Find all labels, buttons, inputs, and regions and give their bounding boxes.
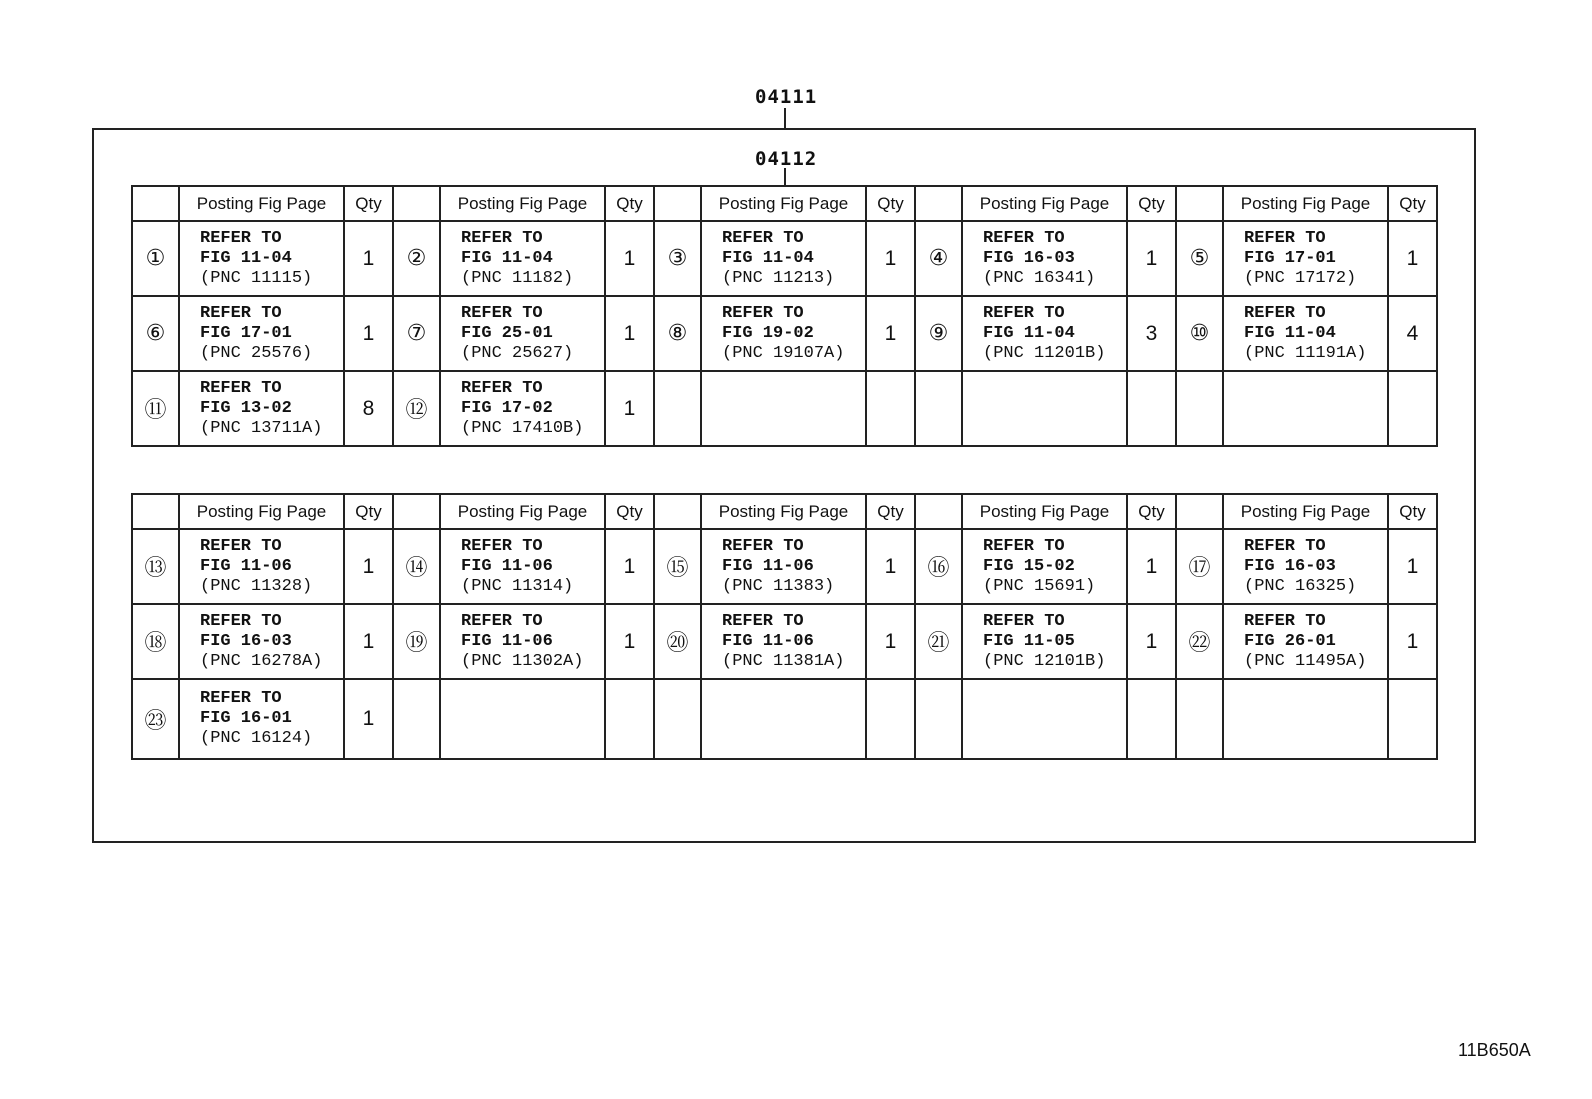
pnc-text: (PNC 19107A)	[722, 343, 845, 363]
posting-reference	[1223, 221, 1388, 296]
parts-table-1	[131, 185, 1438, 447]
posting-reference	[1223, 371, 1388, 446]
quantity-cell: 1	[866, 221, 915, 296]
figure-code: 11B650A	[1458, 1040, 1531, 1060]
refer-to-text: REFER TO	[1244, 303, 1326, 323]
posting-reference	[179, 296, 344, 371]
header-blank	[654, 186, 701, 221]
refer-to-text: REFER TO	[1244, 536, 1326, 556]
callout-number: ㉒	[1176, 604, 1223, 679]
fig-ref-text: FIG 17-01	[1244, 248, 1336, 268]
header-blank	[915, 494, 962, 529]
quantity-cell: 1	[1127, 529, 1176, 604]
pnc-text: (PNC 25576)	[200, 343, 313, 363]
header-posting: Posting Fig Page	[1223, 186, 1388, 221]
header-blank	[393, 494, 440, 529]
refer-to-text: REFER TO	[1244, 228, 1326, 248]
header-posting: Posting Fig Page	[962, 186, 1127, 221]
quantity-cell: 1	[344, 296, 393, 371]
header-qty: Qty	[1388, 494, 1437, 529]
quantity-cell: 3	[1127, 296, 1176, 371]
quantity-cell: 1	[344, 679, 393, 759]
refer-to-text: REFER TO	[461, 536, 543, 556]
pnc-text: (PNC 17410B)	[461, 418, 584, 438]
quantity-cell: 1	[605, 529, 654, 604]
header-posting: Posting Fig Page	[701, 186, 866, 221]
fig-ref-text: FIG 16-03	[983, 248, 1075, 268]
header-qty: Qty	[1388, 186, 1437, 221]
quantity-cell	[866, 371, 915, 446]
header-blank	[393, 186, 440, 221]
quantity-cell: 1	[1388, 221, 1437, 296]
quantity-cell	[1388, 371, 1437, 446]
table-row	[132, 604, 1437, 679]
refer-to-text: REFER TO	[983, 228, 1065, 248]
header-posting: Posting Fig Page	[179, 494, 344, 529]
callout-number: ⑲	[393, 604, 440, 679]
posting-reference	[440, 296, 605, 371]
callout-number: ㉓	[132, 679, 179, 759]
callout-number: ⑱	[132, 604, 179, 679]
table-row	[132, 221, 1437, 296]
callout-number	[915, 679, 962, 759]
callout-number	[654, 371, 701, 446]
header-blank	[1176, 186, 1223, 221]
fig-ref-text: FIG 17-02	[461, 398, 553, 418]
refer-to-text: REFER TO	[722, 611, 804, 631]
posting-reference	[701, 296, 866, 371]
refer-to-text: REFER TO	[461, 303, 543, 323]
fig-ref-text: FIG 16-01	[200, 709, 292, 728]
fig-ref-text: FIG 26-01	[1244, 631, 1336, 651]
fig-ref-text: FIG 11-05	[983, 631, 1075, 651]
header-blank	[654, 494, 701, 529]
quantity-cell: 8	[344, 371, 393, 446]
subassembly-leader-line	[784, 168, 786, 185]
posting-reference	[962, 679, 1127, 759]
quantity-cell	[1127, 371, 1176, 446]
callout-number: ⑮	[654, 529, 701, 604]
callout-number: ⑥	[132, 296, 179, 371]
table-row	[132, 679, 1437, 759]
pnc-text: (PNC 11302A)	[461, 651, 584, 671]
pnc-text: (PNC 11213)	[722, 268, 835, 288]
header-posting: Posting Fig Page	[1223, 494, 1388, 529]
fig-ref-text: FIG 19-02	[722, 323, 814, 343]
quantity-cell: 1	[1388, 529, 1437, 604]
posting-reference	[440, 679, 605, 759]
callout-number: ⑨	[915, 296, 962, 371]
pnc-text: (PNC 16124)	[200, 729, 313, 748]
callout-number: ④	[915, 221, 962, 296]
callout-number	[1176, 371, 1223, 446]
callout-number: ⑭	[393, 529, 440, 604]
quantity-cell	[605, 679, 654, 759]
refer-to-text: REFER TO	[200, 689, 282, 708]
pnc-text: (PNC 11201B)	[983, 343, 1106, 363]
assembly-leader-line	[784, 108, 786, 128]
header-posting: Posting Fig Page	[701, 494, 866, 529]
header-qty: Qty	[866, 494, 915, 529]
fig-ref-text: FIG 11-06	[722, 631, 814, 651]
callout-number: ⑰	[1176, 529, 1223, 604]
pnc-text: (PNC 17172)	[1244, 268, 1357, 288]
quantity-cell: 4	[1388, 296, 1437, 371]
header-qty: Qty	[1127, 494, 1176, 529]
refer-to-text: REFER TO	[461, 378, 543, 398]
header-qty: Qty	[344, 186, 393, 221]
pnc-text: (PNC 13711A)	[200, 418, 323, 438]
refer-to-text: REFER TO	[722, 303, 804, 323]
posting-reference	[179, 529, 344, 604]
callout-number: ⑯	[915, 529, 962, 604]
posting-reference	[962, 371, 1127, 446]
fig-ref-text: FIG 11-06	[200, 556, 292, 576]
fig-ref-text: FIG 11-06	[722, 556, 814, 576]
refer-to-text: REFER TO	[200, 378, 282, 398]
header-blank	[915, 186, 962, 221]
quantity-cell: 1	[1127, 221, 1176, 296]
header-blank	[132, 494, 179, 529]
pnc-text: (PNC 11115)	[200, 268, 313, 288]
callout-number: ⑬	[132, 529, 179, 604]
pnc-text: (PNC 11314)	[461, 576, 574, 596]
quantity-cell: 1	[866, 529, 915, 604]
header-posting: Posting Fig Page	[440, 494, 605, 529]
quantity-cell: 1	[605, 604, 654, 679]
callout-number: ⑧	[654, 296, 701, 371]
callout-number: ⑦	[393, 296, 440, 371]
callout-number: ①	[132, 221, 179, 296]
refer-to-text: REFER TO	[200, 303, 282, 323]
callout-number: ②	[393, 221, 440, 296]
pnc-text: (PNC 16325)	[1244, 576, 1357, 596]
refer-to-text: REFER TO	[200, 228, 282, 248]
fig-ref-text: FIG 11-04	[722, 248, 814, 268]
pnc-text: (PNC 11383)	[722, 576, 835, 596]
posting-reference	[962, 296, 1127, 371]
refer-to-text: REFER TO	[983, 303, 1065, 323]
quantity-cell: 1	[344, 221, 393, 296]
refer-to-text: REFER TO	[200, 536, 282, 556]
quantity-cell: 1	[605, 371, 654, 446]
fig-ref-text: FIG 15-02	[983, 556, 1075, 576]
posting-reference	[701, 371, 866, 446]
fig-ref-text: FIG 16-03	[1244, 556, 1336, 576]
posting-reference	[440, 371, 605, 446]
quantity-cell: 1	[344, 604, 393, 679]
fig-ref-text: FIG 11-04	[200, 248, 292, 268]
quantity-cell: 1	[1127, 604, 1176, 679]
pnc-text: (PNC 11381A)	[722, 651, 845, 671]
pnc-text: (PNC 16278A)	[200, 651, 323, 671]
posting-reference	[179, 604, 344, 679]
header-qty: Qty	[1127, 186, 1176, 221]
parts-table-2	[131, 493, 1438, 760]
pnc-text: (PNC 25627)	[461, 343, 574, 363]
header-posting: Posting Fig Page	[179, 186, 344, 221]
posting-reference	[440, 529, 605, 604]
refer-to-text: REFER TO	[461, 228, 543, 248]
callout-number	[915, 371, 962, 446]
posting-reference	[701, 221, 866, 296]
refer-to-text: REFER TO	[983, 536, 1065, 556]
pnc-text: (PNC 11191A)	[1244, 343, 1367, 363]
fig-ref-text: FIG 16-03	[200, 631, 292, 651]
header-blank	[132, 186, 179, 221]
quantity-cell	[1127, 679, 1176, 759]
quantity-cell: 1	[344, 529, 393, 604]
table-header-row	[132, 186, 1437, 221]
refer-to-text: REFER TO	[722, 228, 804, 248]
pnc-text: (PNC 11328)	[200, 576, 313, 596]
quantity-cell	[1388, 679, 1437, 759]
refer-to-text: REFER TO	[1244, 611, 1326, 631]
header-qty: Qty	[605, 186, 654, 221]
posting-reference	[1223, 679, 1388, 759]
posting-reference	[701, 679, 866, 759]
table-row	[132, 296, 1437, 371]
posting-reference	[440, 221, 605, 296]
quantity-cell: 1	[1388, 604, 1437, 679]
table-row	[132, 371, 1437, 446]
fig-ref-text: FIG 11-04	[461, 248, 553, 268]
posting-reference	[440, 604, 605, 679]
quantity-cell	[866, 679, 915, 759]
posting-reference	[1223, 604, 1388, 679]
pnc-text: (PNC 11182)	[461, 268, 574, 288]
pnc-text: (PNC 15691)	[983, 576, 1096, 596]
callout-number: ⑫	[393, 371, 440, 446]
fig-ref-text: FIG 11-06	[461, 631, 553, 651]
table-row	[132, 529, 1437, 604]
assembly-code: 04111	[755, 86, 818, 108]
pnc-text: (PNC 16341)	[983, 268, 1096, 288]
subassembly-code: 04112	[755, 148, 818, 170]
callout-number	[1176, 679, 1223, 759]
callout-number: ③	[654, 221, 701, 296]
quantity-cell: 1	[866, 604, 915, 679]
callout-number: ㉑	[915, 604, 962, 679]
posting-reference	[1223, 296, 1388, 371]
posting-reference	[179, 371, 344, 446]
refer-to-text: REFER TO	[461, 611, 543, 631]
table-header-row	[132, 494, 1437, 529]
callout-number: ⑳	[654, 604, 701, 679]
header-posting: Posting Fig Page	[962, 494, 1127, 529]
callout-number	[654, 679, 701, 759]
posting-reference	[962, 529, 1127, 604]
pnc-text: (PNC 11495A)	[1244, 651, 1367, 671]
refer-to-text: REFER TO	[722, 536, 804, 556]
posting-reference	[179, 679, 344, 759]
quantity-cell: 1	[605, 221, 654, 296]
refer-to-text: REFER TO	[200, 611, 282, 631]
fig-ref-text: FIG 25-01	[461, 323, 553, 343]
posting-reference	[1223, 529, 1388, 604]
fig-ref-text: FIG 11-04	[1244, 323, 1336, 343]
posting-reference	[701, 604, 866, 679]
posting-reference	[701, 529, 866, 604]
header-posting: Posting Fig Page	[440, 186, 605, 221]
fig-ref-text: FIG 11-04	[983, 323, 1075, 343]
posting-reference	[179, 221, 344, 296]
fig-ref-text: FIG 13-02	[200, 398, 292, 418]
fig-ref-text: FIG 11-06	[461, 556, 553, 576]
callout-number: ⑪	[132, 371, 179, 446]
callout-number	[393, 679, 440, 759]
fig-ref-text: FIG 17-01	[200, 323, 292, 343]
refer-to-text: REFER TO	[983, 611, 1065, 631]
header-qty: Qty	[866, 186, 915, 221]
header-qty: Qty	[605, 494, 654, 529]
callout-number: ⑩	[1176, 296, 1223, 371]
pnc-text: (PNC 12101B)	[983, 651, 1106, 671]
callout-number: ⑤	[1176, 221, 1223, 296]
posting-reference	[962, 221, 1127, 296]
header-qty: Qty	[344, 494, 393, 529]
posting-reference	[962, 604, 1127, 679]
quantity-cell: 1	[866, 296, 915, 371]
quantity-cell: 1	[605, 296, 654, 371]
header-blank	[1176, 494, 1223, 529]
